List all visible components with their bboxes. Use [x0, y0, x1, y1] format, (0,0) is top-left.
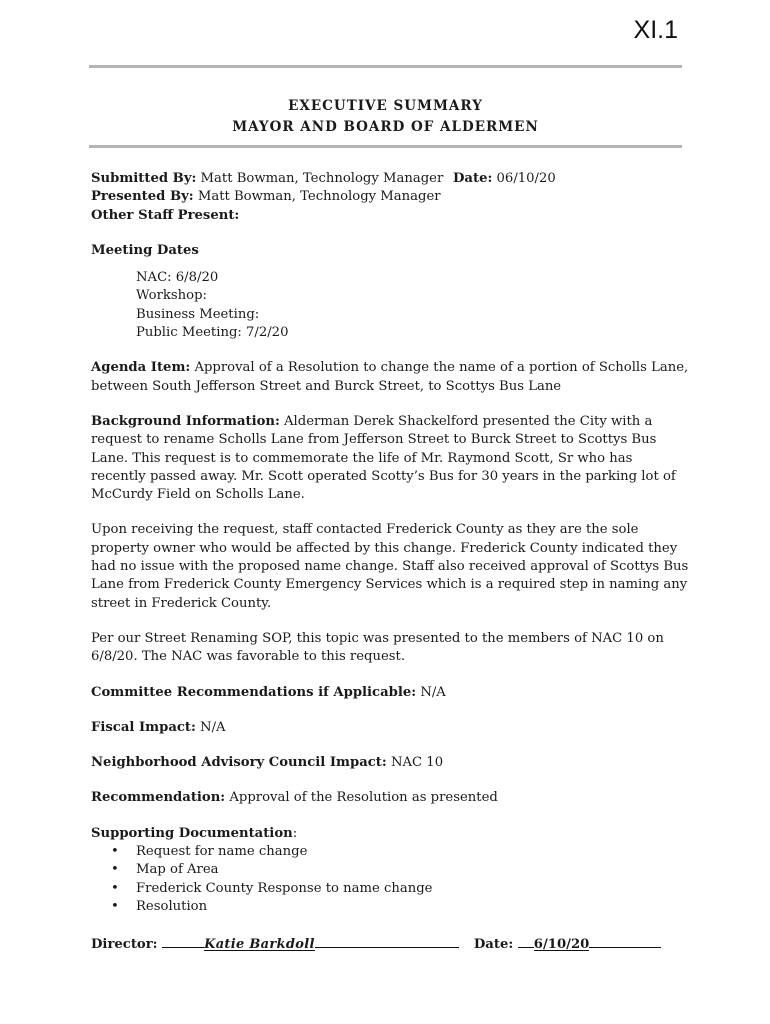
presented-by-row — [91, 188, 691, 206]
signoff-date-label: Date: — [473, 937, 518, 953]
agenda-item — [91, 359, 691, 396]
supporting-label: Supporting Documentation — [91, 825, 293, 841]
date-label: Date: — [453, 171, 493, 186]
list-item: • Resolution — [91, 898, 691, 916]
meeting-date-item: Workshop: — [136, 288, 207, 304]
signature-line-right — [315, 933, 459, 948]
recommendation — [91, 789, 691, 807]
fiscal-impact — [91, 719, 691, 737]
background-label: Background Information: — [91, 413, 280, 429]
supporting-colon: : — [292, 825, 298, 841]
staff-paragraph: Upon receiving the request, staff contacted Frederick County as they are the sole property owner who would be affected by this change. Frederick County indicated they had no issue with the proposed name change. Staff also received approval of Scottys Bus Lane from Frederick County Emergency Services which is a required step in naming any street in Frederick County. — [91, 522, 689, 611]
fiscal-value: N/A — [195, 719, 226, 735]
document-subtitle: MAYOR AND BOARD OF ALDERMEN — [232, 119, 539, 135]
recommendation-label: Recommendation: — [91, 790, 226, 806]
meeting-dates-list — [91, 269, 691, 342]
date-value: 06/10/20 — [492, 171, 556, 186]
agenda-item-value: Approval of a Resolution to change the name of a portion of Scholls Lane, between South Jefferson Street and Burck Street, to Scottys Bus Lane — [91, 360, 689, 394]
date-line-left — [518, 933, 534, 948]
list-item: • Request for name change — [91, 843, 691, 861]
signature-line-left — [162, 933, 204, 948]
presented-by-value: Matt Bowman, Technology Manager — [193, 189, 441, 205]
meeting-dates-heading — [91, 242, 691, 260]
header-bottom-rule — [89, 145, 682, 148]
submitted-by-label: Submitted By: — [91, 171, 197, 186]
signoff-row — [91, 933, 691, 954]
other-staff-label: Other Staff Present: — [91, 207, 240, 223]
nac-impact — [91, 754, 691, 772]
meeting-date-item: NAC: 6/8/20 — [136, 270, 219, 286]
presented-by-label: Presented By: — [91, 189, 194, 205]
meeting-date-item: Public Meeting: 7/2/20 — [136, 325, 289, 341]
list-item: • Map of Area — [91, 861, 691, 879]
agenda-item-label: Agenda Item: — [91, 360, 191, 376]
header-top-rule — [89, 65, 682, 68]
background-value: Alderman Derek Shackelford presented the City with a request to rename Scholls Lane from Jefferson Street to Burck Street to Scottys Bus Lane. This request is to commemorate the life of Mr. Raymond Scott, Sr who has recently passed away. Mr. Scott operated Scotty’s Bus for 30 years in the parking lot of McCurdy Field on Scholls Lane. — [91, 413, 676, 503]
signoff-date-value: 6/10/20 — [533, 937, 590, 953]
other-staff-row — [91, 207, 691, 225]
submitted-by-value: Matt Bowman, Technology Manager — [196, 171, 444, 186]
date-line-right — [589, 933, 661, 948]
supporting-documentation-list — [91, 843, 691, 916]
committee-label: Committee Recommendations if Applicable: — [91, 684, 417, 700]
document-body — [91, 170, 691, 955]
page-number: XI.1 — [633, 16, 678, 44]
background-information — [91, 413, 691, 504]
director-label: Director: — [91, 937, 163, 953]
fiscal-label: Fiscal Impact: — [91, 719, 196, 735]
submitted-by-row — [91, 170, 691, 188]
supporting-documentation-heading — [91, 825, 691, 843]
sop-paragraph: Per our Street Renaming SOP, this topic was presented to the members of NAC 10 on 6/8/20. The NAC was favorable to this request. — [91, 630, 664, 665]
director-signature: Katie Barkdoll — [204, 937, 315, 953]
nac-impact-value: NAC 10 — [386, 755, 444, 771]
nac-impact-label: Neighborhood Advisory Council Impact: — [91, 755, 387, 771]
document-title: EXECUTIVE SUMMARY — [288, 98, 483, 114]
meeting-dates-label: Meeting Dates — [91, 242, 199, 258]
meeting-date-item: Business Meeting: — [136, 306, 260, 322]
list-item: • Frederick County Response to name change — [91, 880, 691, 898]
committee-recommendations — [91, 684, 691, 702]
date-field — [453, 170, 556, 188]
recommendation-value: Approval of the Resolution as presented — [225, 790, 498, 806]
committee-value: N/A — [416, 684, 446, 700]
